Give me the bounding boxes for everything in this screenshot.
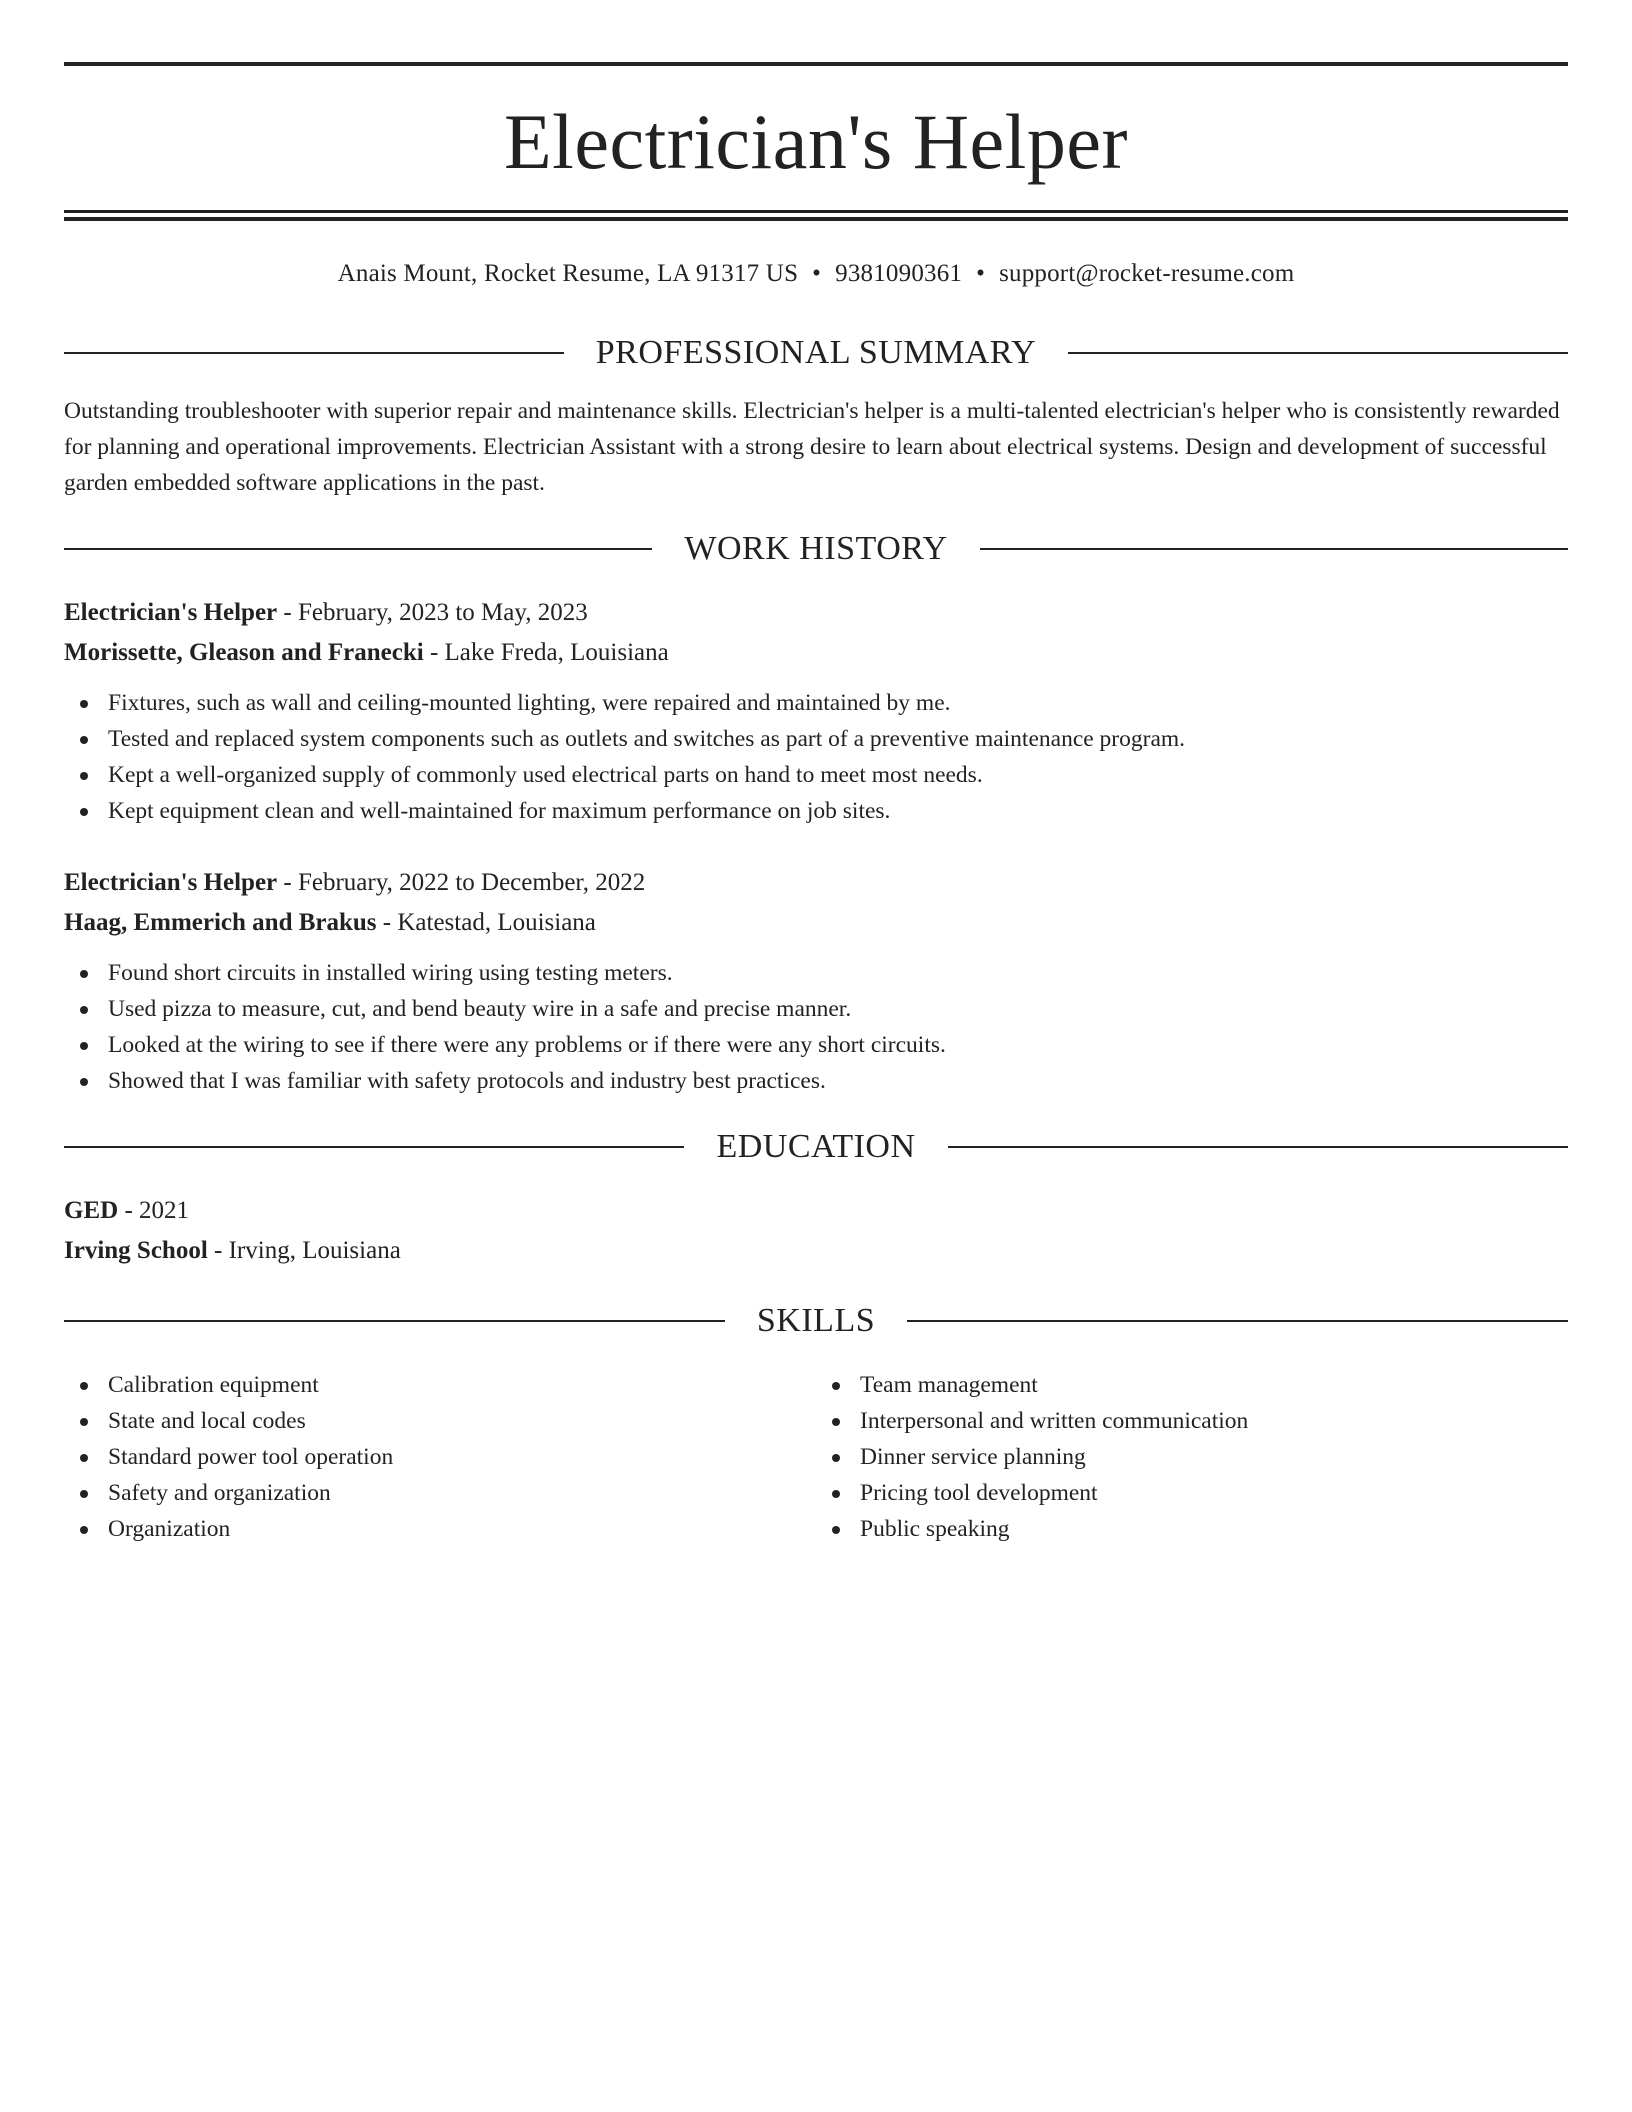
list-item: Found short circuits in installed wiring using testing meters. [64, 955, 1568, 991]
resume-title: Electrician's Helper [504, 98, 1128, 185]
skills-column-left [64, 1367, 816, 1547]
skills-column-right [816, 1367, 1568, 1547]
skills-section-heading [64, 1301, 1568, 1341]
heading-rule-left [64, 1146, 684, 1148]
contact-line [64, 259, 1568, 289]
heading-rule-right [948, 1146, 1568, 1148]
education-section-heading [64, 1127, 1568, 1167]
education-school-line [64, 1231, 1568, 1271]
job-dates: - February, 2022 to December, 2022 [277, 869, 646, 896]
job-entry [64, 863, 1568, 1099]
education-degree: GED [64, 1197, 119, 1224]
job-location: - Katestad, Louisiana [376, 909, 596, 936]
skills-list-left [64, 1367, 816, 1547]
summary-section-heading [64, 333, 1568, 373]
contact-separator: • [976, 260, 986, 287]
job-bullet-list [64, 955, 1568, 1099]
education-degree-line [64, 1191, 1568, 1231]
list-item: Dinner service planning [816, 1439, 1568, 1475]
list-item: Kept equipment clean and well-maintained for maximum performance on job sites. [64, 793, 1568, 829]
skills-list-right [816, 1367, 1568, 1547]
education-heading-label: EDUCATION [716, 1128, 916, 1165]
contact-phone: 9381090361 [835, 260, 963, 287]
job-company: Haag, Emmerich and Brakus [64, 909, 377, 936]
list-item: Looked at the wiring to see if there were any problems or if there were any short circuits. [64, 1027, 1568, 1063]
heading-rule-right [980, 548, 1568, 550]
contact-email: support@rocket-resume.com [999, 260, 1295, 287]
list-item: Safety and organization [64, 1475, 816, 1511]
skills-heading-label: SKILLS [756, 1302, 876, 1339]
list-item: Team management [816, 1367, 1568, 1403]
heading-rule-left [64, 352, 564, 354]
education-location: - Irving, Louisiana [207, 1237, 401, 1264]
list-item: Fixtures, such as wall and ceiling-mounted lighting, were repaired and maintained by me. [64, 685, 1568, 721]
job-location: - Lake Freda, Louisiana [423, 639, 669, 666]
work-history-section-heading [64, 529, 1568, 569]
job-title-line [64, 863, 1568, 903]
heading-rule-right [907, 1320, 1568, 1322]
job-bullet-list [64, 685, 1568, 829]
list-item: Standard power tool operation [64, 1439, 816, 1475]
list-item: Interpersonal and written communication [816, 1403, 1568, 1439]
job-dates: - February, 2023 to May, 2023 [277, 599, 588, 626]
list-item: Public speaking [816, 1511, 1568, 1547]
list-item: Used pizza to measure, cut, and bend beauty wire in a safe and precise manner. [64, 991, 1568, 1027]
education-entry [64, 1191, 1568, 1271]
contact-separator: • [812, 260, 822, 287]
heading-rule-right [1068, 352, 1568, 354]
job-company-line [64, 633, 1568, 673]
job-title: Electrician's Helper [64, 869, 278, 896]
job-title-line [64, 593, 1568, 633]
list-item: Pricing tool development [816, 1475, 1568, 1511]
list-item: Kept a well-organized supply of commonly used electrical parts on hand to meet most needs. [64, 757, 1568, 793]
list-item: State and local codes [64, 1403, 816, 1439]
top-rule [64, 62, 1568, 66]
contact-address: Anais Mount, Rocket Resume, LA 91317 US [337, 260, 799, 287]
list-item: Tested and replaced system components such as outlets and switches as part of a preventive maintenance program. [64, 721, 1568, 757]
list-item: Organization [64, 1511, 816, 1547]
education-school: Irving School [64, 1237, 208, 1264]
job-company-line [64, 903, 1568, 943]
heading-rule-left [64, 548, 652, 550]
summary-text: Outstanding troubleshooter with superior repair and maintenance skills. Electrician's helper is a multi-talented electrician's helper who is consistently rewarded for planning and operational improvements. Electrician Assistant with a strong desire to learn about electrical systems. Design and development of successful garden embedded software applications in the past. [64, 398, 1560, 496]
title-double-rule [64, 210, 1568, 221]
skills-columns [64, 1367, 1568, 1547]
list-item: Calibration equipment [64, 1367, 816, 1403]
work-history-heading-label: WORK HISTORY [684, 530, 948, 567]
summary-heading-label: PROFESSIONAL SUMMARY [595, 334, 1037, 371]
education-year: - 2021 [118, 1197, 190, 1224]
heading-rule-left [64, 1320, 725, 1322]
job-company: Morissette, Gleason and Franecki [64, 639, 424, 666]
job-title: Electrician's Helper [64, 599, 278, 626]
list-item: Showed that I was familiar with safety protocols and industry best practices. [64, 1063, 1568, 1099]
job-entry [64, 593, 1568, 829]
